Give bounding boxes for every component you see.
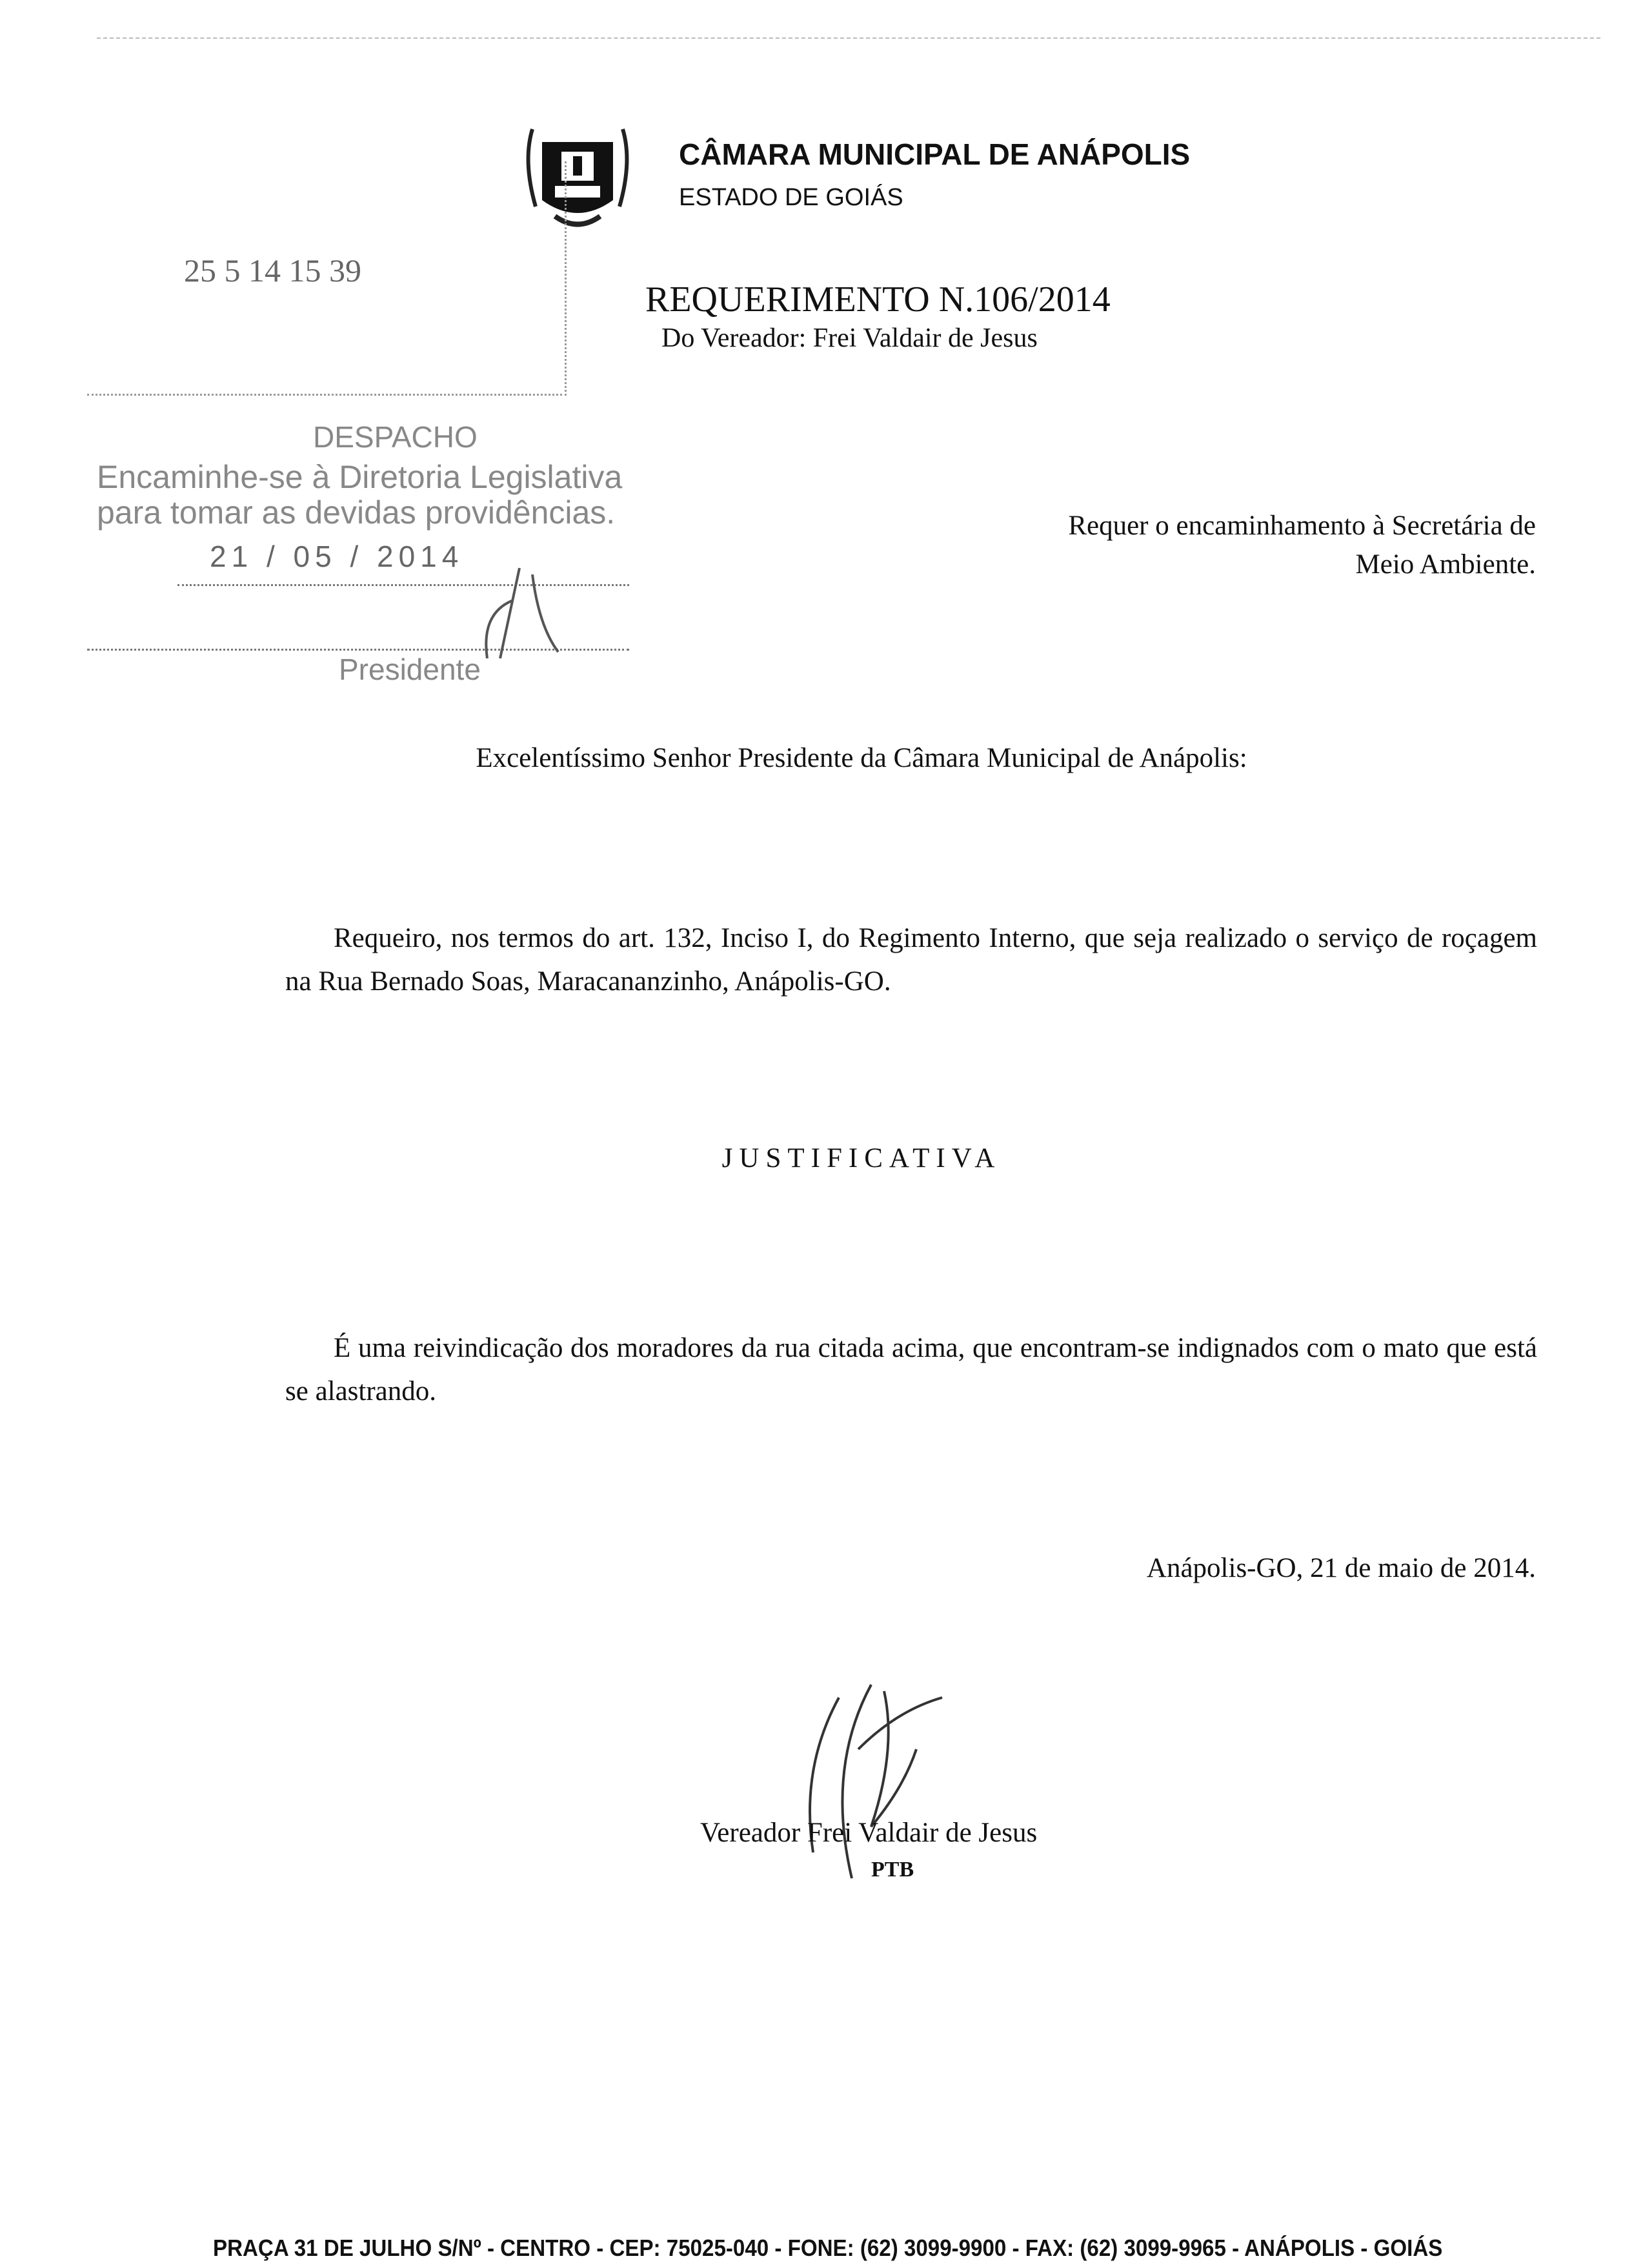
- dispatch-stamp: [87, 161, 655, 686]
- author-line: Do Vereador: Frei Valdair de Jesus: [661, 323, 1038, 353]
- footer-address: PRAÇA 31 DE JULHO S/Nº - CENTRO - CEP: 75025-040 - FONE: (62) 3099-9900 - FAX: (62) 3099-9965 - ANÁPOLIS - GOIÁS: [213, 2235, 1443, 2261]
- stamp-line-1: Encaminhe-se à Diretoria Legislativa: [97, 459, 623, 495]
- institution-name: CÂMARA MUNICIPAL DE ANÁPOLIS: [679, 137, 1191, 171]
- request-summary: [891, 507, 1536, 584]
- document-date: Anápolis-GO, 21 de maio de 2014.: [1146, 1553, 1536, 1583]
- summary-line-2: Meio Ambiente.: [1355, 549, 1536, 580]
- handwritten-signature: [787, 1672, 955, 1885]
- receipt-stamp-text: 25 5 14 15 39: [184, 252, 361, 289]
- stamp-date: 21 / 05 / 2014: [210, 540, 464, 573]
- summary-line-1: Requer o encaminhamento à Secretária de: [1068, 511, 1536, 541]
- stamp-line-2: para tomar as devidas providências.: [97, 494, 616, 531]
- document-title: REQUERIMENTO N.106/2014: [645, 279, 1111, 320]
- request-paragraph: Requeiro, nos termos do art. 132, Inciso I, do Regimento Interno, que seja realizado o serviço de roçagem na Rua Bernado Soas, Maracananzinho, Anápolis-GO.: [285, 923, 1537, 997]
- stamp-heading: DESPACHO: [313, 420, 478, 454]
- president-signature: [474, 562, 565, 665]
- salutation: Excelentíssimo Senhor Presidente da Câmara Municipal de Anápolis:: [476, 743, 1247, 773]
- signatory-party: PTB: [871, 1858, 914, 1882]
- signatory-name: Vereador Frei Valdair de Jesus: [700, 1818, 1038, 1848]
- state-name: ESTADO DE GOIÁS: [679, 184, 903, 211]
- stamp-role: Presidente: [339, 653, 481, 686]
- justification-paragraph: É uma reivindicação dos moradores da rua citada acima, que encontram-se indignados com o mato que está se alastrando.: [285, 1333, 1537, 1406]
- scan-edge-line: [97, 37, 1600, 39]
- justification-heading: JUSTIFICATIVA: [721, 1143, 1002, 1173]
